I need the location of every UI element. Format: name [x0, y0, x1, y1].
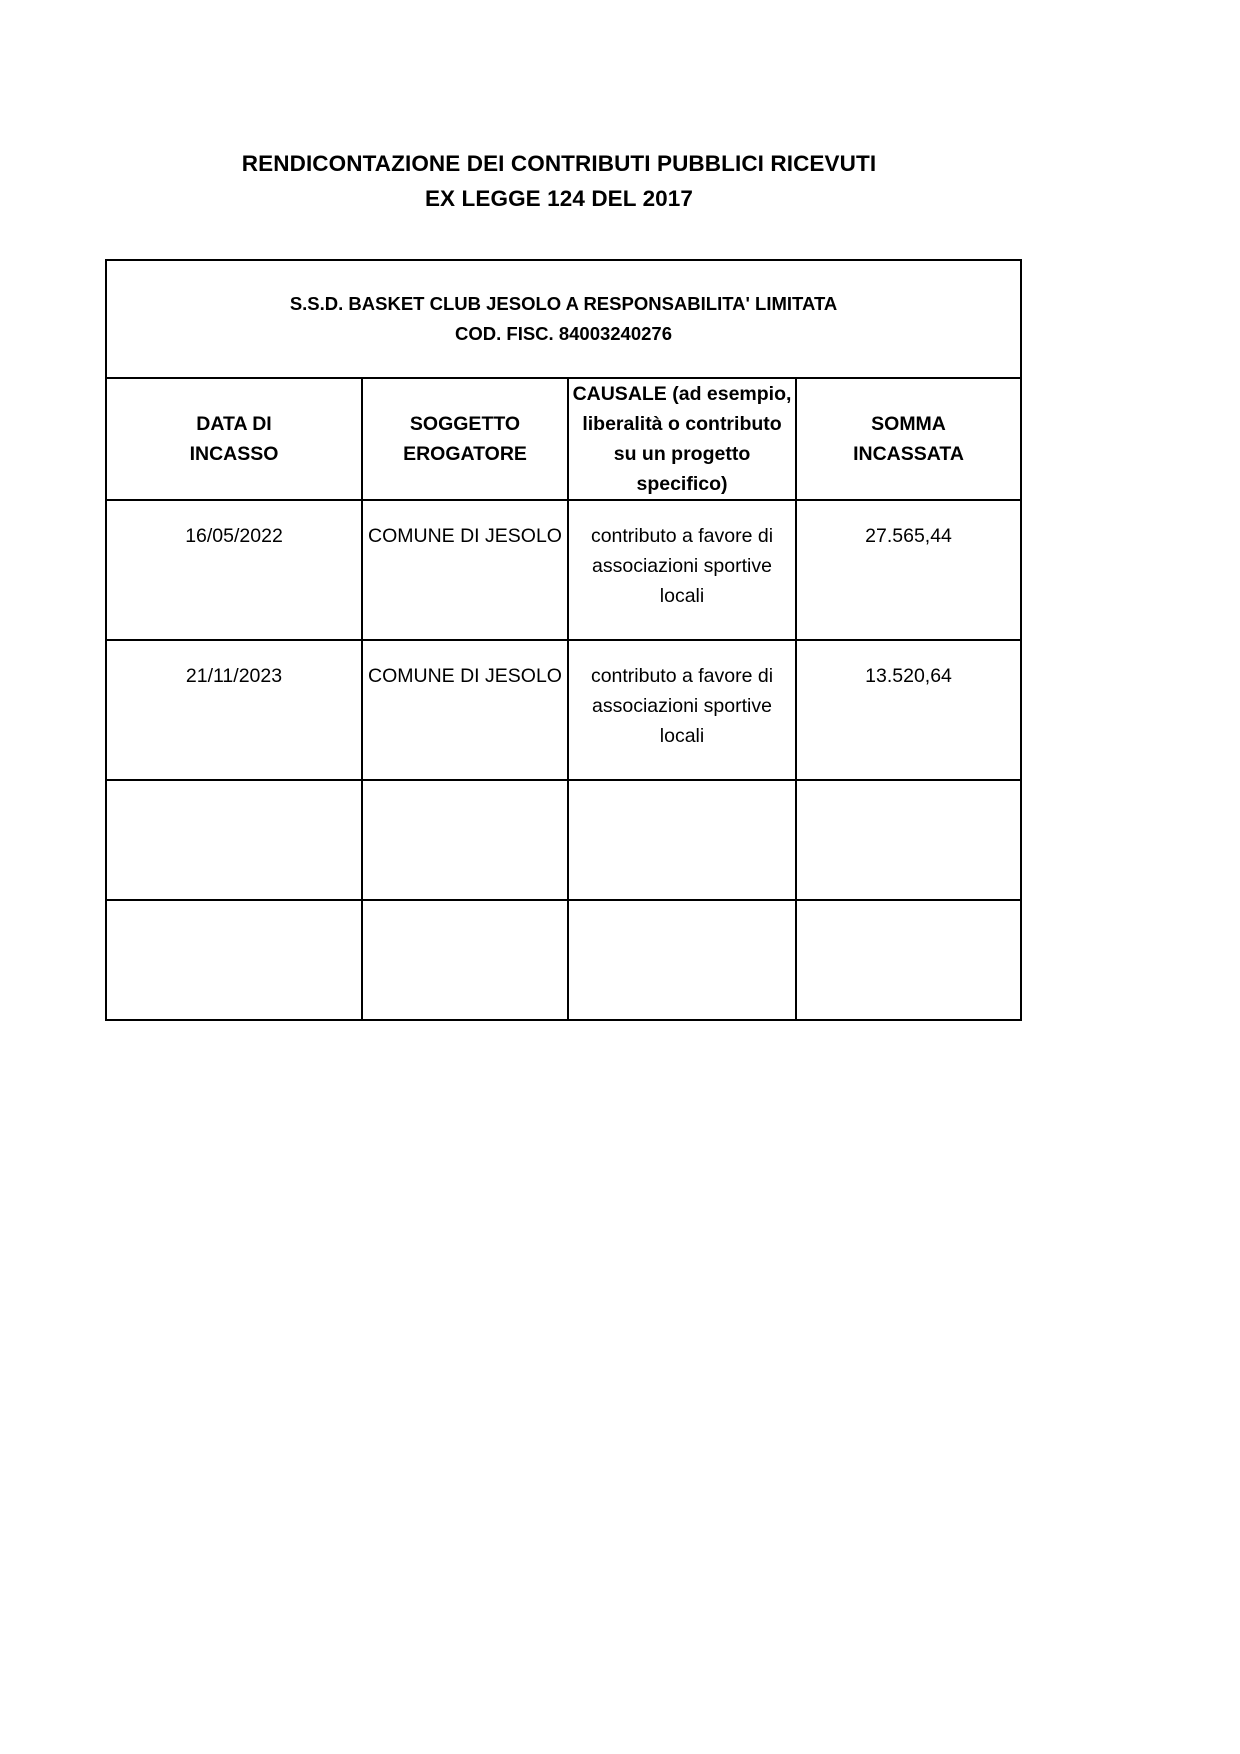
organization-cell — [106, 260, 1021, 378]
organization-name: S.S.D. BASKET CLUB JESOLO A RESPONSABILITA' LIMITATA — [289, 293, 838, 314]
column-header-date: DATA DI INCASSO — [106, 378, 362, 500]
column-header-reason: CAUSALE (ad esempio, liberalità o contributo su un progetto specifico) — [568, 378, 796, 500]
cell-provider: COMUNE DI JESOLO — [362, 640, 568, 780]
column-header-amount: SOMMA INCASSATA — [796, 378, 1021, 500]
cell-reason: contributo a favore di associazioni sportive locali — [568, 500, 796, 640]
document-title-line-2: EX LEGGE 124 DEL 2017 — [424, 186, 694, 211]
empty-cell — [106, 780, 362, 900]
document-title — [0, 146, 1118, 216]
organization-tax-code: COD. FISC. 84003240276 — [455, 323, 673, 344]
empty-table-row — [106, 780, 1021, 900]
cell-date: 21/11/2023 — [106, 640, 362, 780]
cell-provider: COMUNE DI JESOLO — [362, 500, 568, 640]
cell-amount: 27.565,44 — [796, 500, 1021, 640]
column-header-row — [106, 378, 1021, 500]
table-row — [106, 640, 1021, 780]
empty-cell — [796, 900, 1021, 1020]
cell-date: 16/05/2022 — [106, 500, 362, 640]
empty-cell — [796, 780, 1021, 900]
empty-cell — [362, 780, 568, 900]
empty-cell — [106, 900, 362, 1020]
organization-header-row — [106, 260, 1021, 378]
cell-reason: contributo a favore di associazioni sportive locali — [568, 640, 796, 780]
empty-table-row — [106, 900, 1021, 1020]
empty-cell — [362, 900, 568, 1020]
empty-cell — [568, 900, 796, 1020]
empty-cell — [568, 780, 796, 900]
cell-amount: 13.520,64 — [796, 640, 1021, 780]
document-title-line-1: RENDICONTAZIONE DEI CONTRIBUTI PUBBLICI RICEVUTI — [241, 151, 877, 176]
table-row — [106, 500, 1021, 640]
column-header-provider: SOGGETTO EROGATORE — [362, 378, 568, 500]
contributions-table — [105, 259, 1022, 1021]
